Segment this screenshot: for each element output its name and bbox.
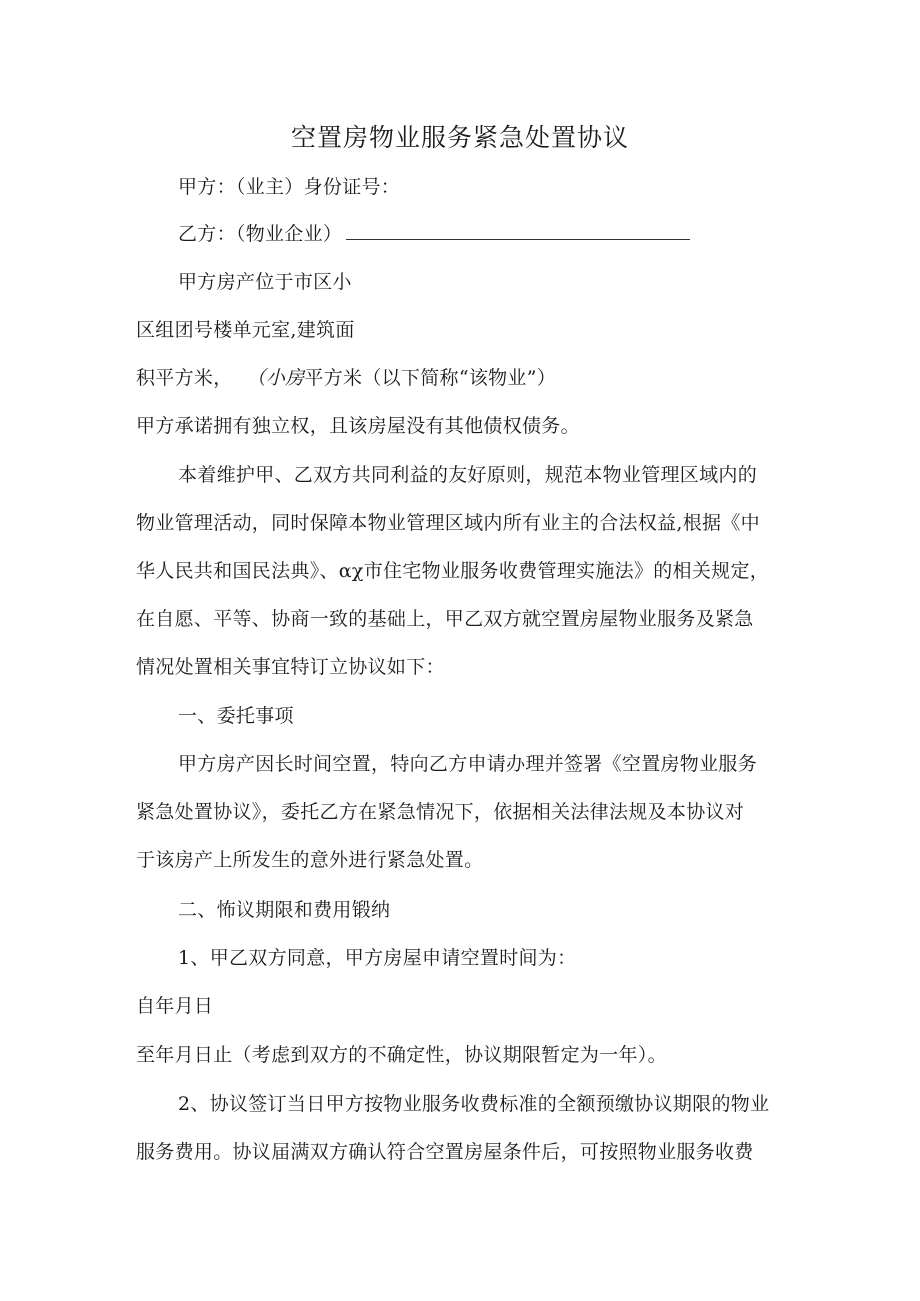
preamble-line: 华人民共和国民法典》、αχ市住宅物业服务收费管理实施法》的相关规定， [136,560,770,582]
property-area: 积平方米， [136,367,233,389]
section-1-line: 于该房产上所发生的意外进行紧急处置。 [136,849,484,871]
party-b-label: 乙方：（物业企业） [178,223,343,245]
property-small-room: （小房 [246,367,305,389]
section-2-heading: 二、怖议期限和费用锻纳 [178,899,391,921]
section-1-line: 紧急处置协议》，委托乙方在紧急情况下，依据相关法律法规及本协议对 [136,801,745,823]
item-1-to: 至年月日止（考虑到双方的不确定性，协议期限暂定为一年）。 [136,1044,667,1066]
commitment-line: 甲方承诺拥有独立权，且该房屋没有其他债权债务。 [136,415,580,437]
preamble-line: 本着维护甲、乙双方共同利益的友好原则，规范本物业管理区域内的 [178,464,758,486]
preamble-line: 物业管理活动，同时保障本物业管理区域内所有业主的合法权益,根据《中 [136,512,760,534]
party-a-line: 甲方：（业主）身份证号： [178,176,401,198]
item-2-line: 2、协议签订当日甲方按物业服务收费标准的全额预缴协议期限的物业 [178,1093,770,1115]
section-1-line: 甲方房产因长时间空置，特向乙方申请办理并签署《空置房物业服务 [178,753,758,775]
party-b-line [178,222,690,246]
party-b-blank [346,222,690,240]
property-short-name: 平方米（以下简称“该物业”） [304,367,557,389]
property-line-3 [136,366,556,390]
property-line-1: 甲方房产位于市区小 [178,271,352,293]
item-2-line: 服务费用。协议届满双方确认符合空置房屋条件后，可按照物业服务收费 [136,1141,754,1163]
section-1-heading: 一、委托事项 [178,705,294,727]
preamble-line: 在自愿、平等、协商一致的基础上，甲乙双方就空置房屋物业服务及紧急 [136,608,754,630]
property-line-2: 区组团号楼单元室,建筑面 [136,319,355,341]
document-title: 空置房物业服务紧急处置协议 [290,123,629,152]
preamble-line: 情况处置相关事宜特订立协议如下： [136,656,445,678]
item-1-from: 自年月日 [136,995,214,1017]
item-1-line: 1、甲乙双方同意，甲方房屋申请空置时间为： [178,947,577,969]
